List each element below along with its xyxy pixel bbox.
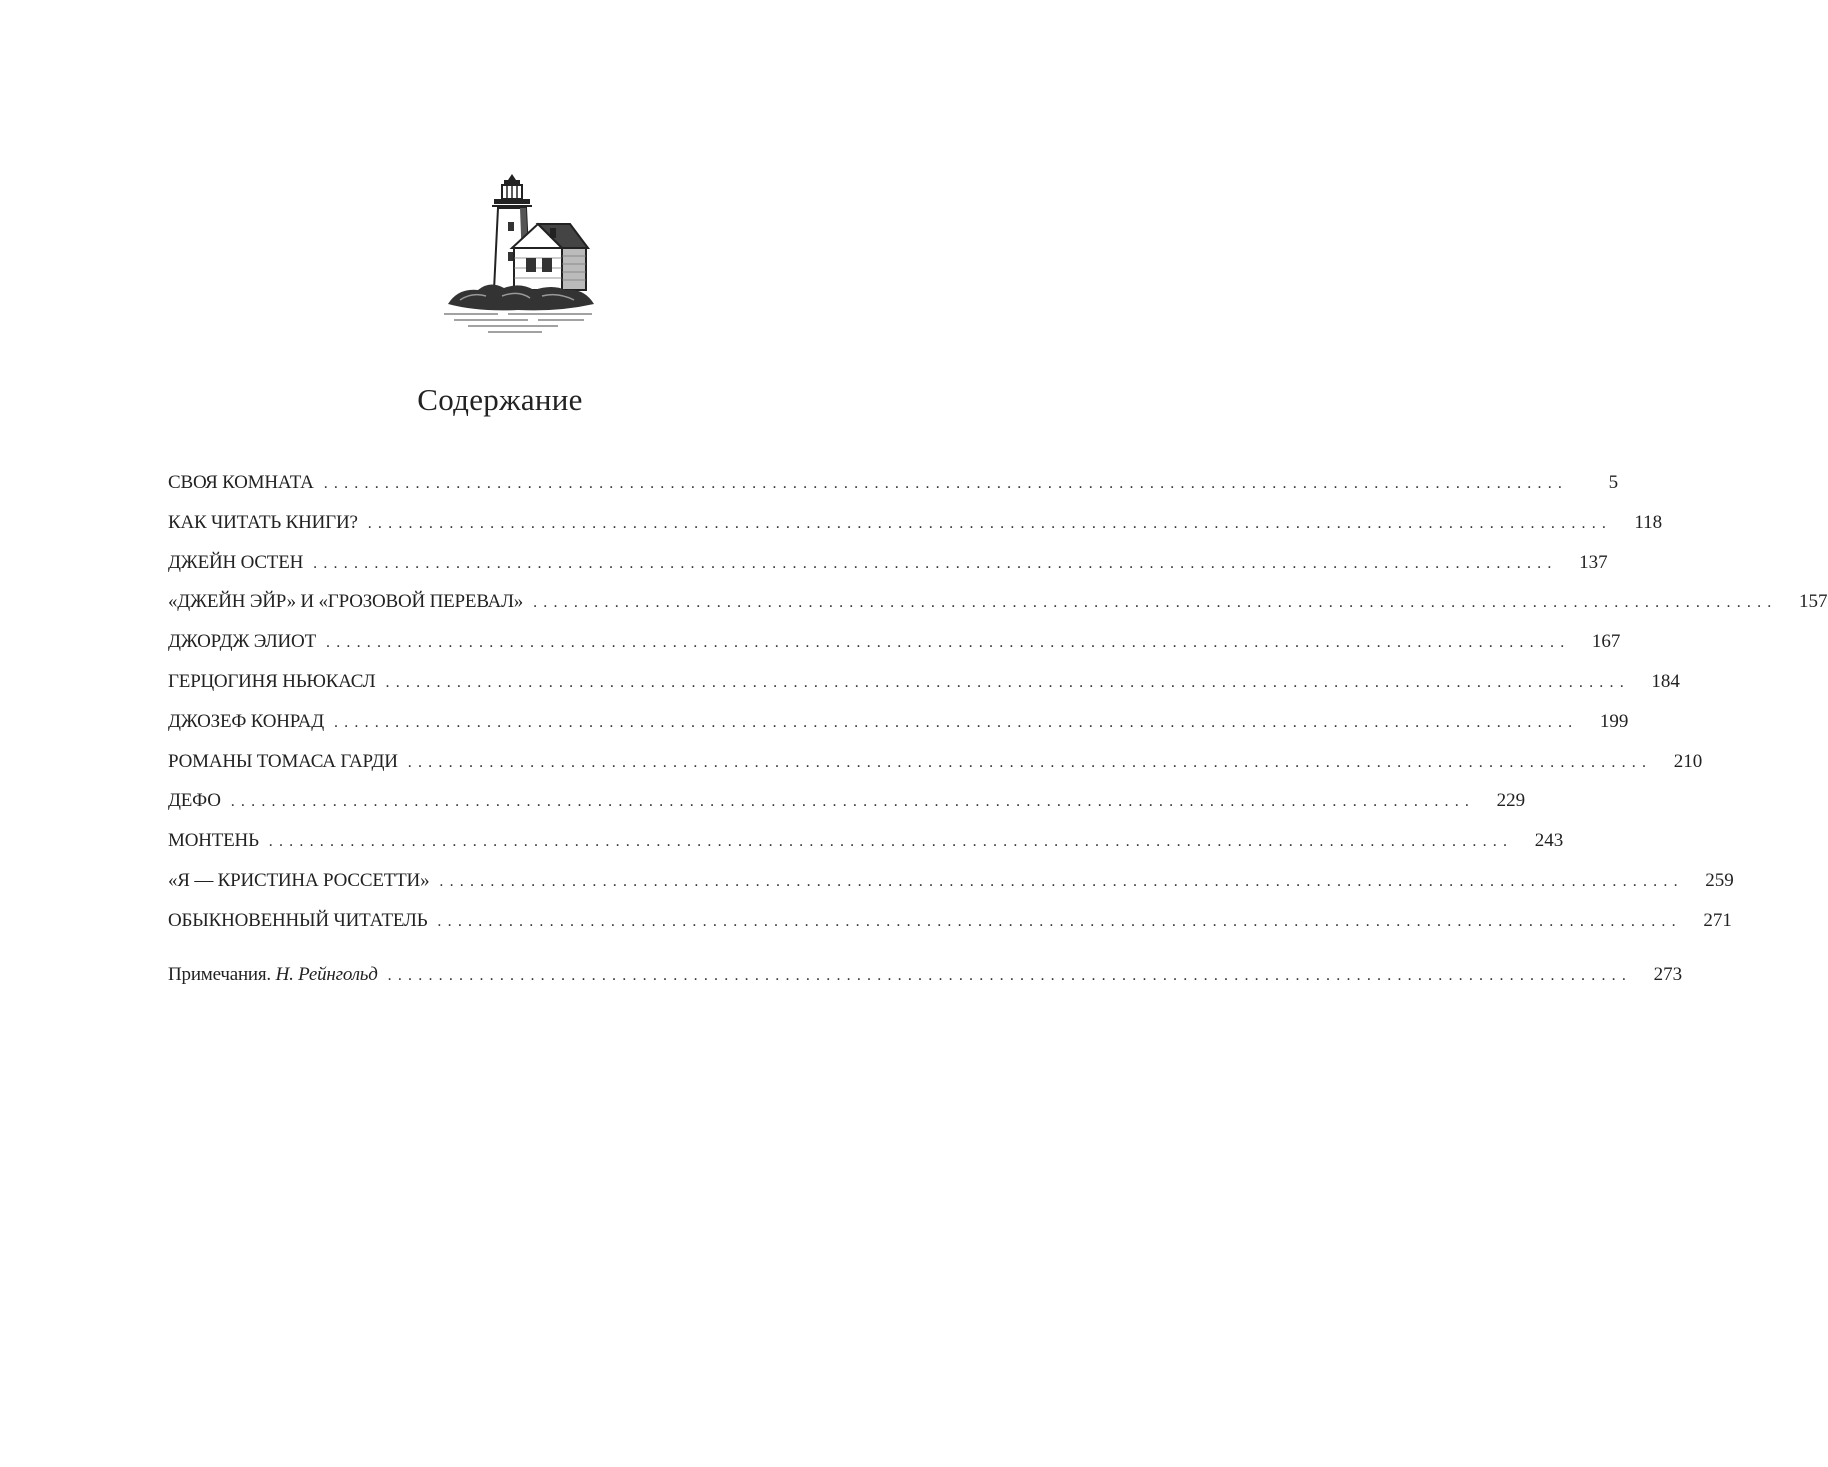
toc-entry-title bbox=[168, 964, 378, 986]
toc-page-number: 157 bbox=[1799, 591, 1828, 613]
toc-page-number: 5 bbox=[1608, 472, 1619, 493]
toc-entry-title: РОМАНЫ ТОМАСА ГАРДИ bbox=[168, 750, 398, 772]
toc-row[interactable] bbox=[168, 909, 1732, 950]
toc-entry-title: ДЖОРДЖ ЭЛИОТ bbox=[168, 631, 316, 653]
leader-dots: .......................................................................................................................... bbox=[333, 713, 1579, 731]
toc-page-number: 137 bbox=[1579, 551, 1608, 573]
leader-dots: .......................................................................................................................... bbox=[230, 793, 1476, 811]
toc-entry-title: ДЖОЗЕФ КОНРАД bbox=[168, 710, 324, 732]
toc-page-number: 229 bbox=[1496, 790, 1526, 812]
toc-entry-title: «Я — КРИСТИНА РОССЕТТИ» bbox=[168, 869, 430, 891]
leader-dots: .......................................................................................................................... bbox=[313, 554, 1558, 572]
toc-row[interactable] bbox=[168, 790, 1526, 830]
toc-page-number: 210 bbox=[1673, 750, 1703, 772]
toc-page-number: 199 bbox=[1599, 710, 1629, 732]
leader-dots: .......................................................................................................................... bbox=[268, 833, 1514, 851]
lighthouse-illustration-icon bbox=[438, 172, 598, 340]
leader-dots: .......................................................................................................................... bbox=[439, 872, 1684, 890]
toc-row[interactable] bbox=[168, 472, 1619, 512]
toc-page-number: 259 bbox=[1705, 869, 1734, 891]
toc-entry-title: ГЕРЦОГИНЯ НЬЮКАСЛ bbox=[168, 670, 376, 692]
leader-dots: .......................................................................................................................... bbox=[437, 912, 1682, 930]
notes-author: Н. Рейнгольд bbox=[275, 963, 378, 985]
toc-page-number: 118 bbox=[1634, 511, 1663, 533]
toc-page-number: 243 bbox=[1534, 830, 1564, 852]
toc-row-notes[interactable] bbox=[168, 963, 1683, 1004]
toc-row[interactable] bbox=[168, 551, 1608, 592]
toc-page-number: 273 bbox=[1653, 963, 1683, 985]
toc-entry-title: ОБЫКНОВЕННЫЙ ЧИТАТЕЛЬ bbox=[168, 909, 428, 931]
toc-row[interactable] bbox=[168, 670, 1680, 711]
toc-row[interactable] bbox=[168, 750, 1703, 791]
toc-entry-title: ДЖЕЙН ОСТЕН bbox=[168, 551, 304, 573]
leader-dots: .......................................................................................................................... bbox=[385, 673, 1630, 691]
toc-row[interactable] bbox=[168, 511, 1663, 552]
toc-page-number: 184 bbox=[1651, 670, 1680, 692]
table-of-contents bbox=[168, 472, 1828, 1003]
toc-page-number: 271 bbox=[1703, 909, 1732, 931]
leader-dots: .......................................................................................................................... bbox=[407, 753, 1653, 771]
leader-dots: .......................................................................................................................... bbox=[323, 475, 1569, 492]
toc-row[interactable] bbox=[168, 591, 1828, 631]
toc-page-number: 167 bbox=[1591, 631, 1621, 653]
leader-dots: .......................................................................................................................... bbox=[387, 966, 1633, 984]
notes-label: Примечания. bbox=[168, 963, 271, 985]
toc-row[interactable] bbox=[168, 869, 1734, 910]
toc-entry-title: ДЕФО bbox=[168, 790, 221, 812]
toc-entry-title: «ДЖЕЙН ЭЙР» И «ГРОЗОВОЙ ПЕРЕВАЛ» bbox=[168, 591, 524, 613]
toc-row[interactable] bbox=[168, 830, 1564, 870]
page-title: Содержание bbox=[417, 382, 583, 417]
toc-entry-title: СВОЯ КОМНАТА bbox=[168, 472, 314, 493]
toc-entry-title: МОНТЕНЬ bbox=[168, 830, 259, 852]
leader-dots: .......................................................................................................................... bbox=[533, 594, 1778, 612]
leader-dots: .......................................................................................................................... bbox=[326, 634, 1571, 652]
toc-entry-title: КАК ЧИТАТЬ КНИГИ? bbox=[168, 511, 358, 533]
leader-dots: .......................................................................................................................... bbox=[367, 514, 1613, 532]
toc-row[interactable] bbox=[168, 631, 1621, 671]
toc-row[interactable] bbox=[168, 710, 1629, 751]
